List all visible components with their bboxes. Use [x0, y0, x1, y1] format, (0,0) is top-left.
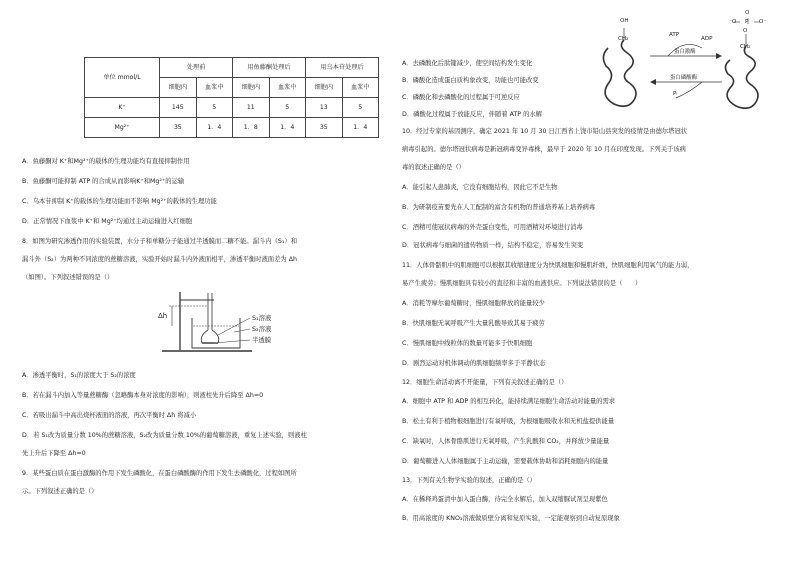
- q10-option-c: C．酒精可使冠状病毒的外壳蛋白变性，可用酒精对环境进行消毒: [402, 224, 583, 231]
- q8-stem-line: （如图）。下列叙述错误的是（）: [22, 274, 114, 281]
- q11-option-d: D．剧烈运动对机体调动的肌细胞频率多于平静状态: [402, 360, 546, 367]
- q12-option-c: C．缺氧时，人体骨骼肌进行无氧呼吸，产生乳酸和 CO₂，并释放少量能量: [402, 438, 610, 445]
- table-cell: 1．4: [269, 118, 306, 138]
- q11-stem-line: 11．人体骨骼肌中的肌细胞可以根据其收缩速度分为快肌细胞和慢肌纤维，快肌细胞利用氧气的能力弱，: [402, 262, 694, 269]
- table-subheader: 血浆中: [196, 78, 233, 98]
- q11-option-c: C．慢肌细胞中线粒体的数量可能多于快肌细胞: [402, 340, 533, 347]
- q8-option-d: D．若 S₁改为质量分数 10%的蔗糖溶液，S₂改为质量分数 10%的葡萄糖溶液，重复上述实验，则液柱: [22, 432, 307, 439]
- q8-option-b: B．若在漏斗内加入等量蔗糖酶（忽略酶本身对浓度的影响），则液柱先升后降至 Δh=0: [22, 392, 264, 399]
- table-cell: 5: [269, 98, 306, 118]
- q10-stem-line: 病毒引起的。德尔塔冠状病毒是新冠病毒变异毒株，最早于 2020 年 10 月在印度发现。下列关于该病: [402, 146, 686, 153]
- q12-stem-line: 12．细胞生命活动离不开能量，下列有关叙述正确的是（）: [402, 379, 568, 386]
- ion-label: K⁺: [85, 98, 160, 118]
- q7-option-b: B．鱼藤酮可能抑制 ATP 的合成从而影响K⁺和Mg²⁺的运输: [22, 178, 185, 185]
- table-subheader: 血浆中: [269, 78, 306, 98]
- q9-option-d: D．磷酸化过程属于放能反应，伴随着 ATP 的水解: [402, 111, 542, 118]
- phosphate-o-label: O: [745, 10, 750, 16]
- table-cell: 1．8: [233, 118, 270, 138]
- q10-stem-line: 毒的叙述正确的是（）: [402, 164, 465, 171]
- q7-option-d: D．正常情况下血浆中 K⁺和 Mg²⁺均通过主动运输进入红细胞: [22, 218, 193, 225]
- table-cell: 1．4: [342, 118, 379, 138]
- phosphatase-label: 蛋白磷酸酶: [670, 75, 697, 81]
- q11-option-a: A．消耗等摩尔葡萄糖时，慢肌细胞释放的能量较少: [402, 300, 545, 307]
- q8-option-d-cont: 先上升后下降至 Δh=0: [22, 450, 86, 457]
- ion-concentration-table: [84, 57, 379, 138]
- osmosis-apparatus-figure: [152, 288, 302, 358]
- q8-option-c: C．若吸出漏斗中高出烧杯液面的溶液，再次平衡时 Δh 将减小: [22, 412, 197, 419]
- table-row: [85, 98, 379, 118]
- q13-option-b: B．用高浓度的 KNO₃溶液做质壁分离和复原实验，一定能观察到自动复原现象: [402, 515, 620, 522]
- q12-option-d: D．葡萄糖进入人体细胞属于主动运输，需要载体协助和消耗细胞内的能量: [402, 458, 609, 465]
- q9-option-b: B．磷酸化造成蛋白质构象改变，功能也可能改变: [402, 77, 539, 84]
- kinase-label: 蛋白激酶: [674, 49, 696, 55]
- table-cell: 5: [196, 98, 233, 118]
- q8-stem-line: 8．如图为研究渗透作用的实验装置，水分子和单糖分子能通过半透膜而二糖不能。漏斗内（S₁）和: [22, 238, 297, 245]
- q12-option-a: A．细胞中 ATP 和 ADP 的相互转化，能持续满足细胞生命活动对能量的需求: [402, 398, 616, 405]
- q8-option-a: A．渗透平衡时，S₁的浓度大于 S₂的浓度: [22, 372, 136, 379]
- q7-option-a: A．鱼藤酮对 K⁺和Mg²⁺的载体的生理功能均有直接抑制作用: [22, 158, 190, 165]
- q13-stem-line: 13．下列有关生物学实验的叙述，正确的是（）: [402, 477, 536, 484]
- q7-option-c: C．乌本苷抑制 K⁺的载体的生理功能而不影响 Mg²⁺的载体的生理功能: [22, 198, 217, 205]
- atp-label: ATP: [669, 32, 680, 38]
- q10-option-a: A．能引起人患肺炎，它没有细胞结构，因此它不是生物: [402, 184, 558, 191]
- q9-option-a: A．去磷酸化后肽键减少，使空间结构发生变化: [402, 60, 533, 67]
- q11-option-b: B．快肌细胞无氧呼吸产生大量乳酸导致其易于疲劳: [402, 320, 545, 327]
- ch2-right-label: CH₂: [740, 44, 751, 50]
- table-cell: 145: [160, 98, 197, 118]
- table-cell: 1．4: [196, 118, 233, 138]
- phosphate-bridge-o-label: O: [743, 28, 748, 34]
- adp-label: ADP: [701, 36, 713, 42]
- delta-h-label: Δh: [158, 312, 168, 320]
- s1-solution-label: S₁溶液: [252, 314, 272, 322]
- table-cell: 11: [233, 98, 270, 118]
- membrane-label: 半透膜: [252, 336, 272, 344]
- table-subheader: 血浆中: [342, 78, 379, 98]
- table-row: [85, 118, 379, 138]
- ion-label: Mg²⁺: [85, 118, 160, 138]
- q10-option-b: B．为研制疫苗要先在人工配制的富含有机物的普通培养基上培养病毒: [402, 204, 596, 211]
- q11-stem-line: 易产生疲劳；慢肌细胞具有较小的直径和丰富的血液供应。下列说法错误的是（ ）: [402, 280, 642, 287]
- pi-label: Pᵢ: [673, 91, 678, 97]
- table-cell: 35: [306, 118, 343, 138]
- phosphate-minus-o-label: ⁻O: [729, 19, 737, 25]
- oh-label: OH: [620, 18, 629, 24]
- table-subheader: 细胞内: [160, 78, 197, 98]
- table-group-header: 用鱼藤酮处理后: [233, 58, 306, 78]
- phosphate-o-minus-label: O⁻: [759, 19, 767, 25]
- q10-stem-line: 10．经过专家的基因测序，确定 2021 年 10 月 30 日江西省上饶市铅山县突发的疫情是由德尔塔冠状: [402, 128, 688, 135]
- q8-stem-line: 漏斗外（S₂）为两种不同浓度的蔗糖溶液，实验开始时漏斗内外液面相平，渗透平衡时液面差为 Δh: [22, 256, 297, 263]
- s2-solution-label: S₂溶液: [252, 325, 272, 333]
- table-group-header: 处理前: [160, 58, 233, 78]
- q9-stem-line: 9．某些蛋白质在蛋白激酶的作用下发生磷酸化，在蛋白磷酸酶的作用下发生去磷酸化，过程如图所: [22, 470, 297, 477]
- table-group-header: 用乌本苷处理后: [306, 58, 379, 78]
- q10-option-d: D．冠状病毒与细菌的遗传物质一样，结构不稳定，容易发生突变: [402, 242, 584, 249]
- table-subheader: 细胞内: [233, 78, 270, 98]
- q13-option-a: A．在稀释鸡蛋清中加入蛋白酶，待完全水解后，加入双缩脲试剂呈现紫色: [402, 496, 608, 503]
- phosphate-p-label: P: [745, 19, 749, 25]
- q12-option-b: B．松土有利于植物根细胞进行有氧呼吸，为根细胞吸收水和无机盐提供能量: [402, 418, 615, 425]
- table-unit-cell: 单位 mmol/L: [85, 58, 160, 98]
- ch2-label: CH₂: [618, 36, 629, 42]
- table-cell: 35: [160, 118, 197, 138]
- q9-stem-line: 示。下列叙述正确的是（）: [22, 488, 98, 495]
- table-cell: 13: [306, 98, 343, 118]
- table-cell: 5: [342, 98, 379, 118]
- q9-option-c: C．磷酸化和去磷酸化的过程属于可逆反应: [402, 94, 520, 101]
- table-subheader: 细胞内: [306, 78, 343, 98]
